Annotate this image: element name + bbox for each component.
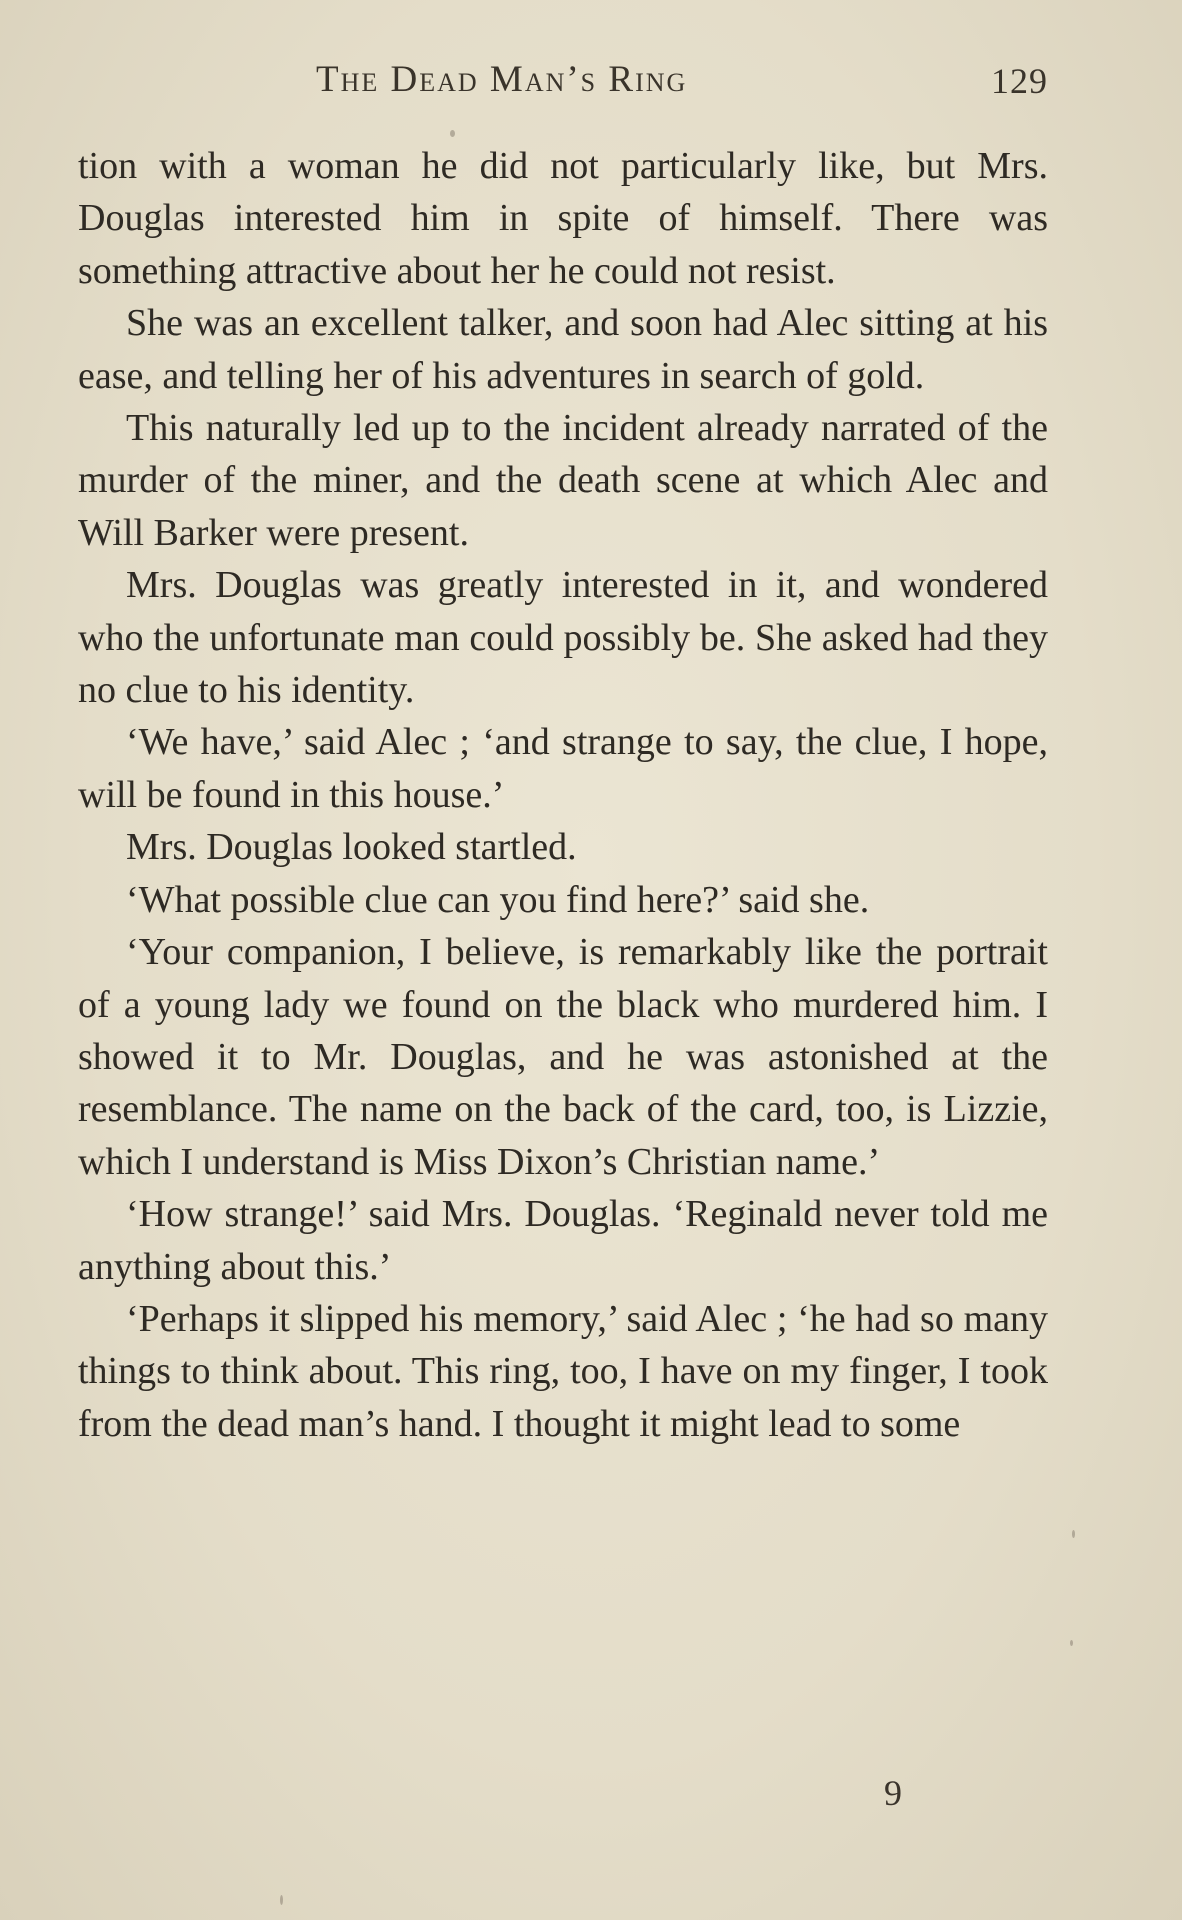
paragraph: ‘Perhaps it slipped his memory,’ said Alec ; ‘he had so many things to think about. This ring, too, I have on my finger, I took from the dead man’s hand. I thought it might lead to some bbox=[78, 1297, 1048, 1445]
paragraph: ‘What possible clue can you find here?’ said she. bbox=[126, 878, 870, 921]
paragraph: ‘We have,’ said Alec ; ‘and strange to say, the clue, I hope, will be found in this house.’ bbox=[78, 721, 1048, 816]
paper-speck bbox=[1072, 1530, 1075, 1538]
paper-speck bbox=[1070, 1640, 1073, 1646]
signature-mark: 9 bbox=[884, 1773, 902, 1813]
running-head bbox=[78, 58, 1048, 108]
page-number: 129 bbox=[991, 61, 1048, 101]
paragraph: This naturally led up to the incident already narrated of the murder of the miner, and the death scene at which Alec and Will Barker were present. bbox=[78, 407, 1048, 554]
paragraph-continued: tion with a woman he did not particularly like, but Mrs. Douglas interested him in spite of himself. There was something attractive about her he could not resist. bbox=[78, 145, 1048, 292]
paper-speck bbox=[450, 130, 455, 137]
paragraph: ‘How strange!’ said Mrs. Douglas. ‘Reginald never told me anything about this.’ bbox=[78, 1193, 1048, 1288]
paragraph: ‘Your companion, I believe, is remarkably like the portrait of a young lady we found on the black who murdered him. I showed it to Mr. Douglas, and he was astonished at the resemblance. The name on the back of the card, too, is Lizzie, which I understand is Miss Dixon’s Christian name.’ bbox=[78, 931, 1048, 1183]
paper-speck bbox=[280, 1895, 283, 1905]
paragraph: Mrs. Douglas was greatly interested in it, and wondered who the unfortunate man could possibly be. She asked had they no clue to his identity. bbox=[78, 564, 1048, 712]
body-text bbox=[78, 140, 1048, 1450]
paragraph: Mrs. Douglas looked startled. bbox=[126, 826, 577, 869]
paragraph: She was an excellent talker, and soon had Alec sitting at his ease, and telling her of his adventures in search of gold. bbox=[78, 302, 1048, 397]
running-title: The Dead Man’s Ring bbox=[316, 59, 688, 100]
